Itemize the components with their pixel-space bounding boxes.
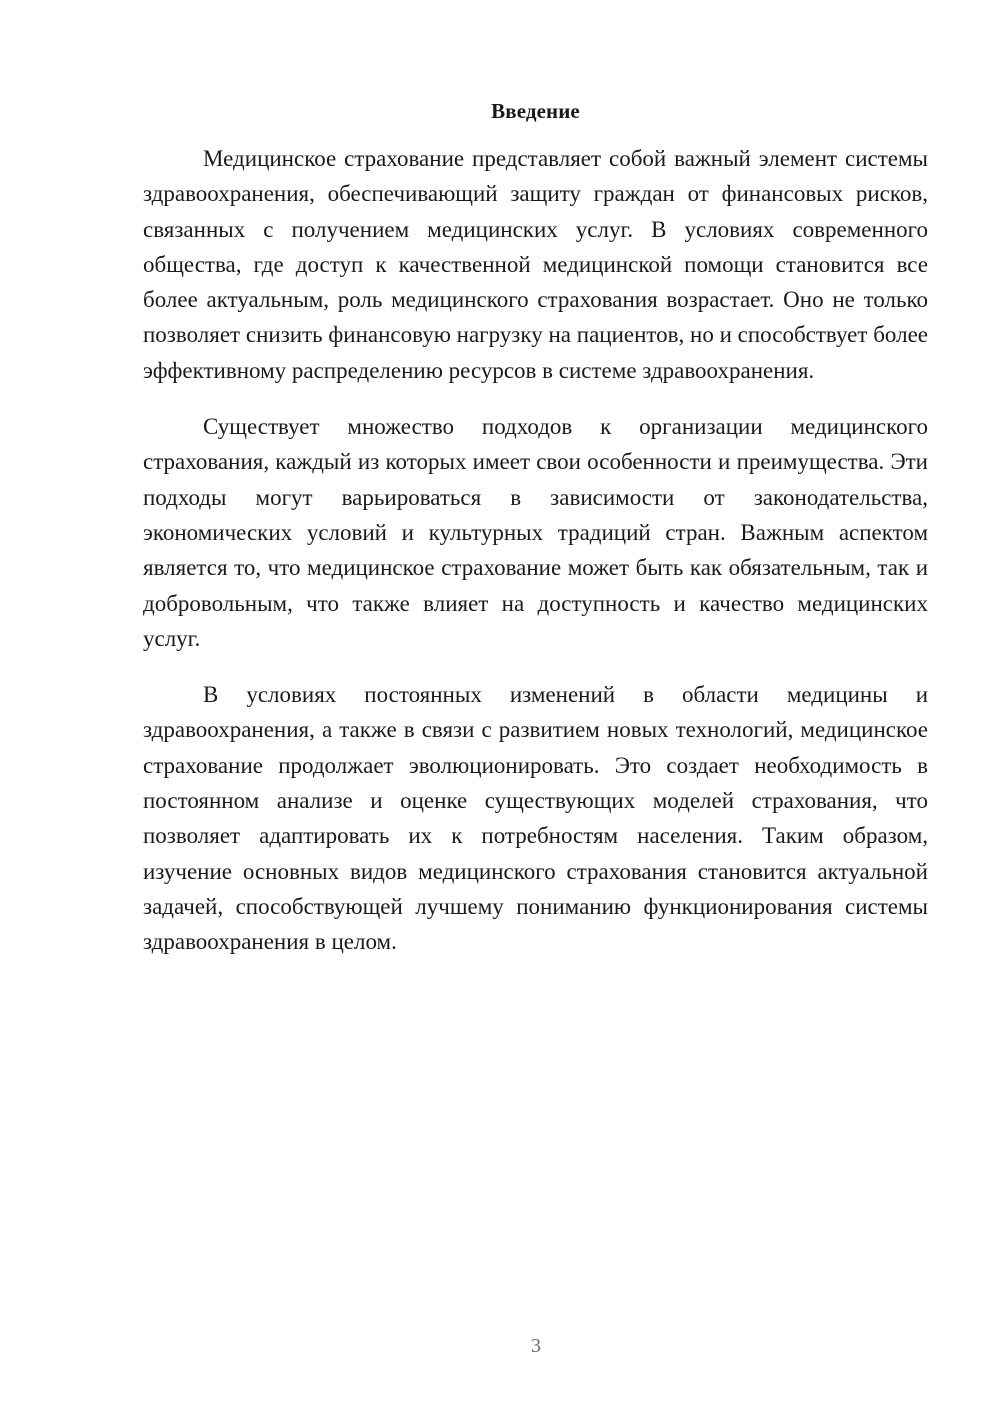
page-number: 3: [531, 1335, 541, 1357]
body-paragraph-1: Медицинское страхование представляет собой важный элемент системы здравоохранения, обеспечивающий защиту граждан от финансовых рисков, связанных с получением медицинских услуг. В условиях современного общества, где доступ к качественной медицинской помощи становится все более актуальным, роль медицинского страхования возрастает. Оно не только позволяет снизить финансовую нагрузку на пациентов, но и способствует более эффективному распределению ресурсов в системе здравоохранения.: [143, 146, 928, 383]
page-content: [143, 96, 928, 981]
section-title: Введение: [491, 99, 580, 123]
body-paragraph-3: В условиях постоянных изменений в области медицины и здравоохранения, а также в связи с развитием новых технологий, медицинское страхование продолжает эволюционировать. Это создает необходимость в постоянном анализе и оценке существующих моделей страхования, что позволяет адаптировать их к потребностям населения. Таким образом, изучение основных видов медицинского страхования становится актуальной задачей, способствующей лучшему пониманию функционирования системы здравоохранения в целом.: [143, 682, 928, 955]
body-paragraph-2: Существует множество подходов к организации медицинского страхования, каждый из которых имеет свои особенности и преимущества. Эти подходы могут варьироваться в зависимости от законодательства, экономических условий и культурных традиций стран. Важным аспектом является то, что медицинское страхование может быть как обязательным, так и добровольным, что также влияет на доступность и качество медицинских услуг.: [143, 414, 928, 651]
